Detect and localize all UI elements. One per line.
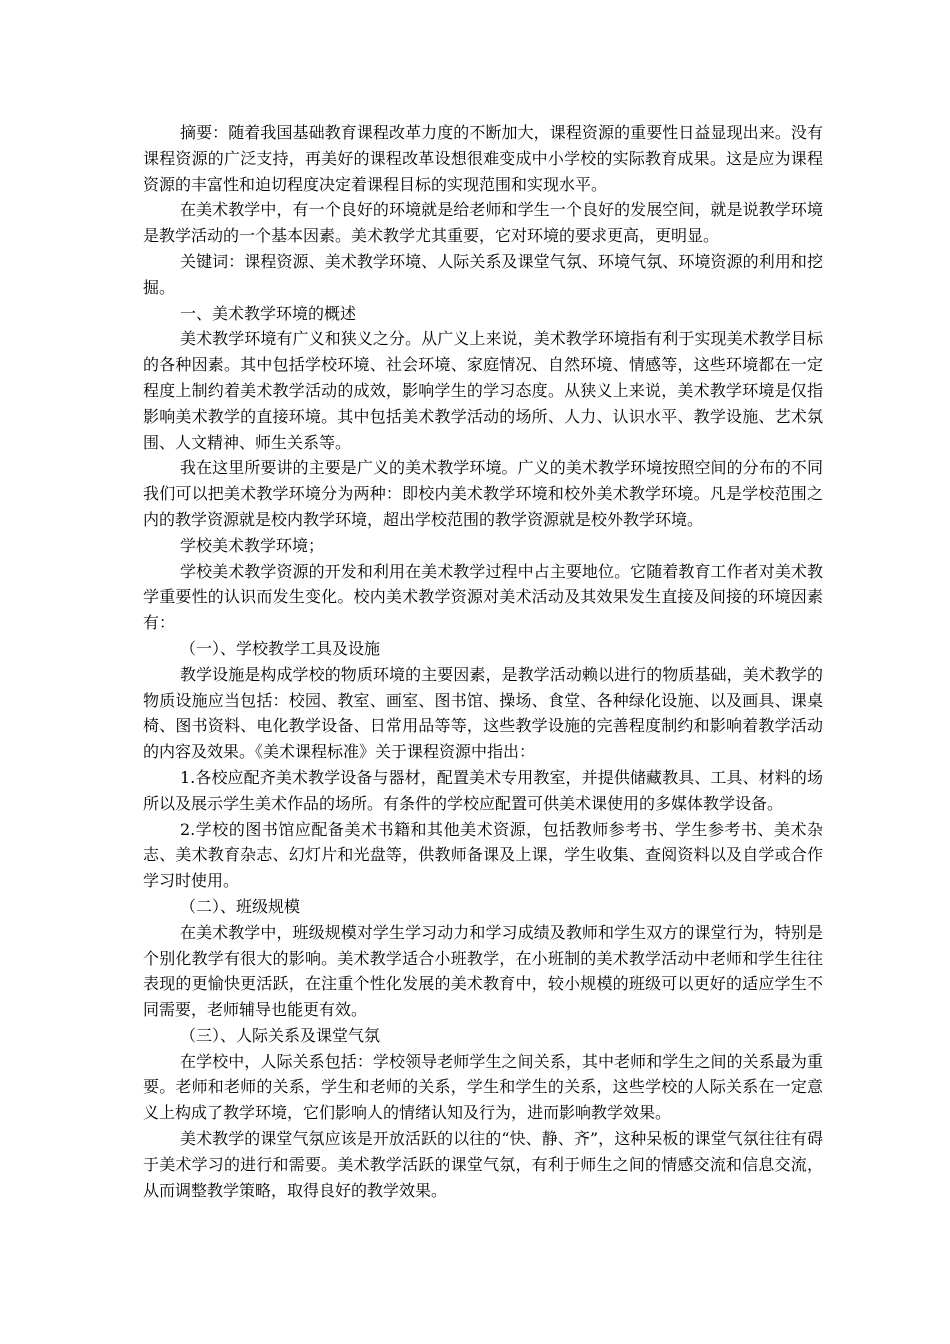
body-paragraph: 我在这里所要讲的主要是广义的美术教学环境。广义的美术教学环境按照空间的分布的不同我们可以把美术教学环境分为两种：即校内美术教学环境和校外美术教学环境。凡是学校范围之内的教学资源就是校内教学环境，超出学校范围的教学资源就是校外教学环境。 [143, 458, 823, 529]
body-paragraph: 教学设施是构成学校的物质环境的主要因素，是教学活动赖以进行的物质基础，美术教学的物质设施应当包括：校园、教室、画室、图书馆、操场、食堂、各种绿化设施、以及画具、课桌椅、图书资料、电化教学设备、日常用品等等，这些教学设施的完善程度制约和影响着教学活动的内容及效果。《美术课程标准》关于课程资源中指出： [143, 664, 823, 762]
body-paragraph: 在美术教学中，班级规模对学生学习动力和学习成绩及教师和学生双方的课堂行为，特别是个别化教学有很大的影响。美术教学适合小班教学，在小班制的美术教学活动中老师和学生往往表现的更愉快更活跃，在注重个性化发展的美术教育中，较小规模的班级可以更好的适应学生不同需要，老师辅导也能更有效。 [143, 922, 823, 1020]
body-paragraph: 学校美术教学资源的开发和利用在美术教学过程中占主要地位。它随着教育工作者对美术教学重要性的认识而发生变化。校内美术教学资源对美术活动及其效果发生直接及间接的环境因素有： [143, 561, 823, 633]
subsection-heading-3: （三）、人际关系及课堂气氛 [180, 1025, 381, 1045]
body-paragraph: 美术教学的课堂气氛应该是开放活跃的以往的“快、静、齐”，这种呆板的课堂气氛往往有碍于美术学习的进行和需要。美术教学活跃的课堂气氛，有利于师生之间的情感交流和信息交流，从而调整教学策略，取得良好的教学效果。 [143, 1129, 823, 1200]
list-item-1: 1.各校应配齐美术教学设备与器材，配置美术专用教室，并提供储藏教具、工具、材料的场所以及展示学生美术作品的场所。有条件的学校应配置可供美术课使用的多媒体教学设备。 [143, 767, 823, 813]
body-paragraph: 在学校中，人际关系包括：学校领导老师学生之间关系，其中老师和学生之间的关系最为重要。老师和老师的关系，学生和老师的关系，学生和学生的关系，这些学校的人际关系在一定意义上构成了教学环境，它们影响人的情绪认知及行为，进而影响教学效果。 [143, 1051, 823, 1123]
section-heading-1: 一、美术教学环境的概述 [180, 303, 357, 323]
list-item-2: 2.学校的图书馆应配备美术书籍和其他美术资源，包括教师参考书、学生参考书、美术杂志、美术教育杂志、幻灯片和光盘等，供教师备课及上课，学生收集、查阅资料以及自学或合作学习时使用。 [143, 819, 823, 891]
intro-paragraph: 在美术教学中，有一个良好的环境就是给老师和学生一个良好的发展空间，就是说教学环境是教学活动的一个基本因素。美术教学尤其重要，它对环境的要求更高，更明显。 [143, 200, 823, 246]
abstract-paragraph: 摘要：随着我国基础教育课程改革力度的不断加大，课程资源的重要性日益显现出来。没有课程资源的广泛支持，再美好的课程改革设想很难变成中小学校的实际教育成果。这是应为课程资源的丰富性和迫切程度决定着课程目标的实现范围和实现水平。 [143, 123, 823, 194]
document-body [143, 120, 823, 1203]
subsection-heading-1: （一）、学校教学工具及设施 [180, 638, 381, 658]
subsection-heading: 学校美术教学环境； [180, 535, 325, 555]
body-paragraph: 美术教学环境有广义和狭义之分。从广义上来说，美术教学环境指有利于实现美术教学目标的各种因素。其中包括学校环境、社会环境、家庭情况、自然环境、情感等，这些环境都在一定程度上制约着美术教学活动的成效，影响学生的学习态度。从狭义上来说，美术教学环境是仅指影响美术教学的直接环境。其中包括美术教学活动的场所、人力、认识水平、教学设施、艺术氛围、人文精神、师生关系等。 [143, 329, 823, 452]
keywords-paragraph: 关键词：课程资源、美术教学环境、人际关系及课堂气氛、环境气氛、环境资源的利用和挖掘。 [143, 251, 823, 297]
subsection-heading-2: （二）、班级规模 [180, 896, 301, 916]
